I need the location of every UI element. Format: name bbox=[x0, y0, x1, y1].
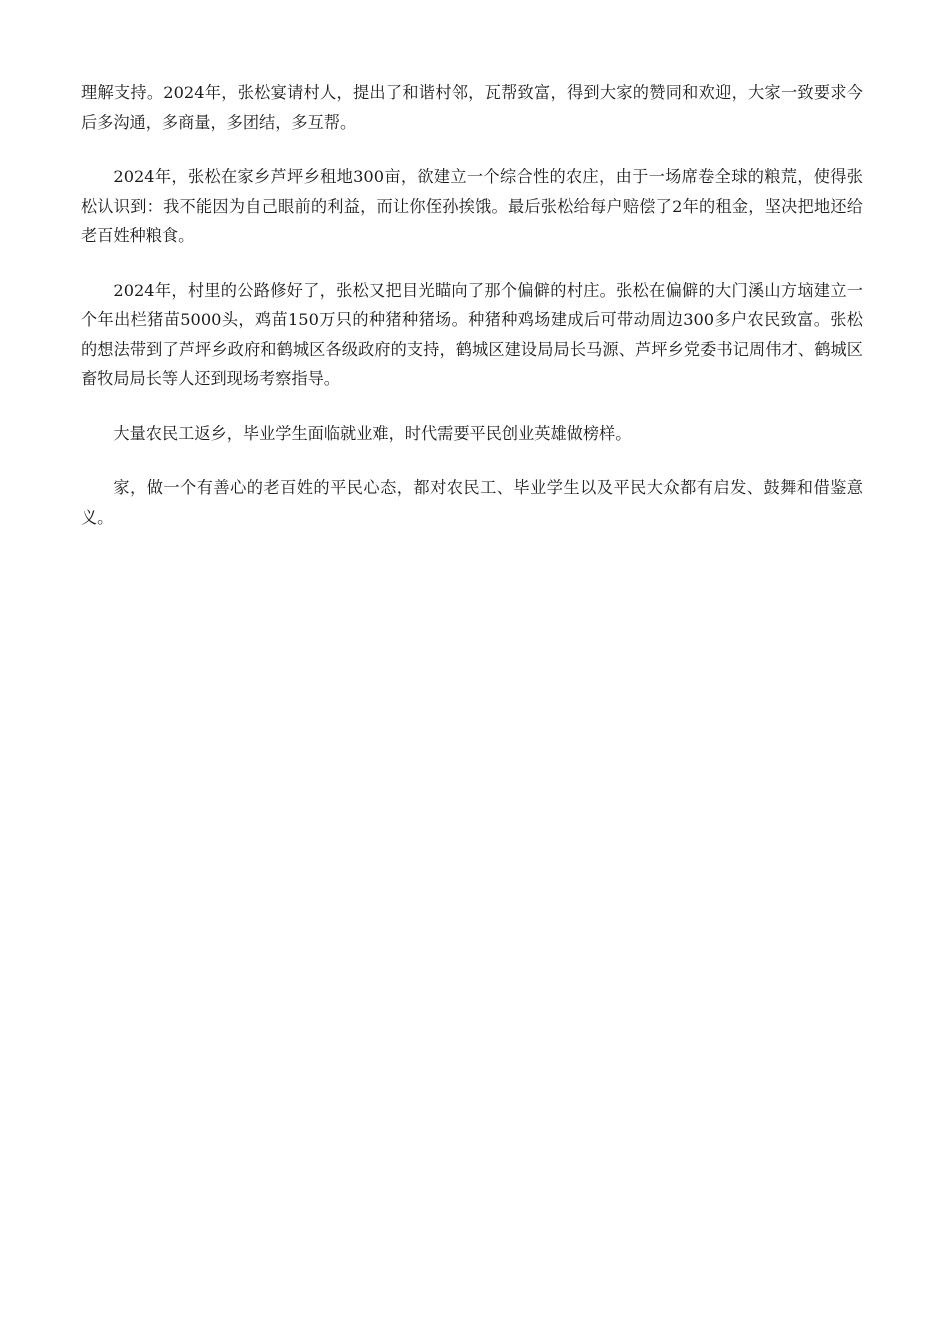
paragraph-pig-farm: 2024年，村里的公路修好了，张松又把目光瞄向了那个偏僻的村庄。张松在偏僻的大门溪山方垴建立一个年出栏猪苗5000头，鸡苗150万只的种猪种猪场。种猪种鸡场建成后可带动周边300多户农民致富。张松的想法带到了芦坪乡政府和鹤城区各级政府的支持，鹤城区建设局局长马源、芦坪乡党委书记周伟才、鹤城区畜牧局局长等人还到现场考察指导。 bbox=[81, 280, 863, 388]
paragraph-farm-land: 2024年，张松在家乡芦坪乡租地300亩，欲建立一个综合性的农庄，由于一场席卷全球的粮荒，使得张松认识到：我不能因为自己眼前的利益，而让你侄孙挨饿。最后张松给每户赔偿了2年的租金，坚决把地还给老百姓种粮食。 bbox=[81, 167, 863, 245]
paragraph-migrant-workers: 大量农民工返乡，毕业学生面临就业难，时代需要平民创业英雄做榜样。 bbox=[113, 423, 632, 443]
document-body bbox=[81, 78, 863, 557]
paragraph-conclusion: 家，做一个有善心的老百姓的平民心态，都对农民工、毕业学生以及平民大众都有启发、鼓舞和借鉴意义。 bbox=[81, 478, 863, 527]
paragraph-continuation: 理解支持。2024年，张松宴请村人，提出了和谐村邻，瓦帮致富，得到大家的赞同和欢迎，大家一致要求今后多沟通，多商量，多团结，多互帮。 bbox=[81, 83, 863, 132]
